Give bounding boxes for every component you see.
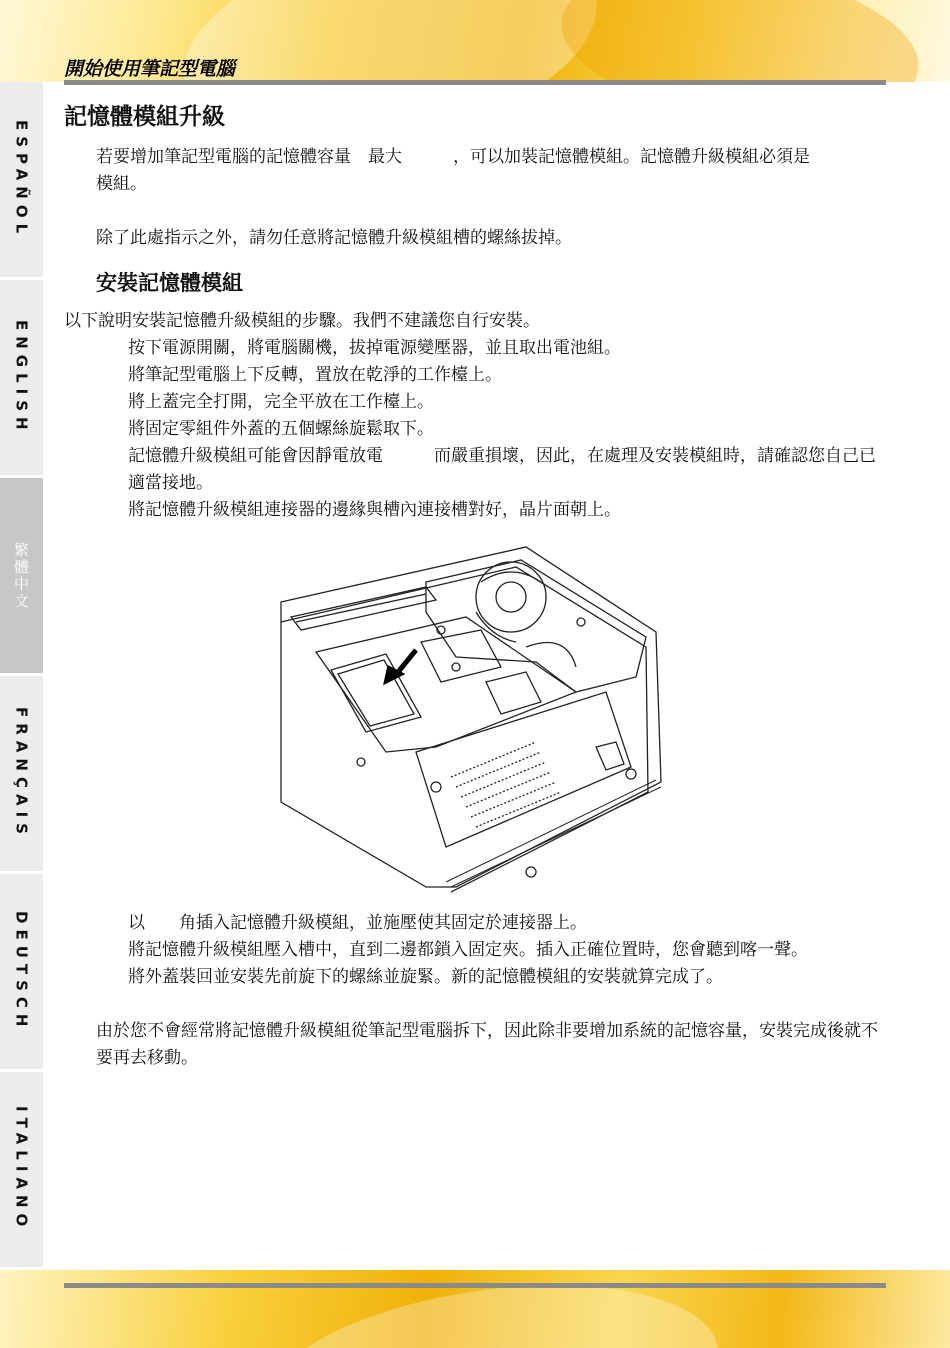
footer-rule — [64, 1283, 886, 1288]
install-step: 將外蓋裝回並安裝先前旋下的螺絲並旋緊。新的記憶體模組的安裝就算完成了。 — [128, 967, 723, 987]
warning-paragraph: 除了此處指示之外，請勿任意將記憶體升級模組槽的螺絲拔掉。 — [96, 228, 572, 248]
install-steps-list-continued — [64, 910, 886, 991]
install-step: 記憶體升級模組可能會因靜電放電 而嚴重損壞，因此，在處理及安裝模組時，請確認您自己已適當接地。 — [128, 446, 876, 493]
footer-banner — [0, 1270, 950, 1348]
section-title: 記憶體模組升級 — [64, 104, 225, 130]
install-step: 以 角插入記憶體升級模組，並施壓使其固定於連接器上。 — [128, 913, 587, 933]
language-tab-label: ESPAÑOL — [12, 119, 31, 240]
memory-install-illustration — [276, 542, 666, 902]
language-tab-traditional-chinese[interactable] — [0, 478, 43, 676]
install-step: 將記憶體升級模組連接器的邊緣與槽內連接槽對好，晶片面朝上。 — [128, 500, 621, 520]
intro-paragraph: 若要增加筆記型電腦的記憶體容量 最大 ，可以加裝記憶體模組。記憶體升級模組必須是 模組。 — [96, 147, 946, 194]
language-tab-english[interactable] — [0, 280, 43, 478]
page-content — [64, 92, 946, 1072]
closing-paragraph: 由於您不會經常將記憶體升級模組從筆記型電腦拆下，因此除非要增加系統的記憶容量，安裝完成後就不要再去移動。 — [96, 1021, 878, 1068]
language-tab-label: ITALIANO — [12, 1106, 31, 1233]
language-tab-label: DEUTSCH — [12, 910, 31, 1033]
language-tab-label: FRANÇAIS — [12, 707, 31, 840]
install-title: 安裝記憶體模組 — [96, 271, 243, 295]
install-steps-list — [64, 335, 886, 524]
page-header-title: 開始使用筆記型電腦 — [64, 58, 236, 80]
language-tabs — [0, 82, 43, 1270]
install-step: 將記憶體升級模組壓入槽中，直到二邊都鎖入固定夾。插入正確位置時，您會聽到喀一聲。 — [128, 940, 808, 960]
install-step: 按下電源開關，將電腦關機，拔掉電源變壓器，並且取出電池組。 — [128, 338, 621, 358]
install-step: 將固定零組件外蓋的五個螺絲旋鬆取下。 — [128, 419, 434, 439]
language-tab-spanish[interactable] — [0, 82, 43, 280]
language-tab-label: 繁體中文 — [12, 541, 30, 610]
language-tab-italian[interactable] — [0, 1072, 43, 1270]
install-step: 將筆記型電腦上下反轉，置放在乾淨的工作檯上。 — [128, 365, 502, 385]
install-intro: 以下說明安裝記憶體升級模組的步驟。我們不建議您自行安裝。 — [64, 311, 540, 331]
language-tab-french[interactable] — [0, 676, 43, 874]
language-tab-german[interactable] — [0, 874, 43, 1072]
language-tab-label: ENGLISH — [12, 319, 31, 436]
install-step: 將上蓋完全打開，完全平放在工作檯上。 — [128, 392, 434, 412]
